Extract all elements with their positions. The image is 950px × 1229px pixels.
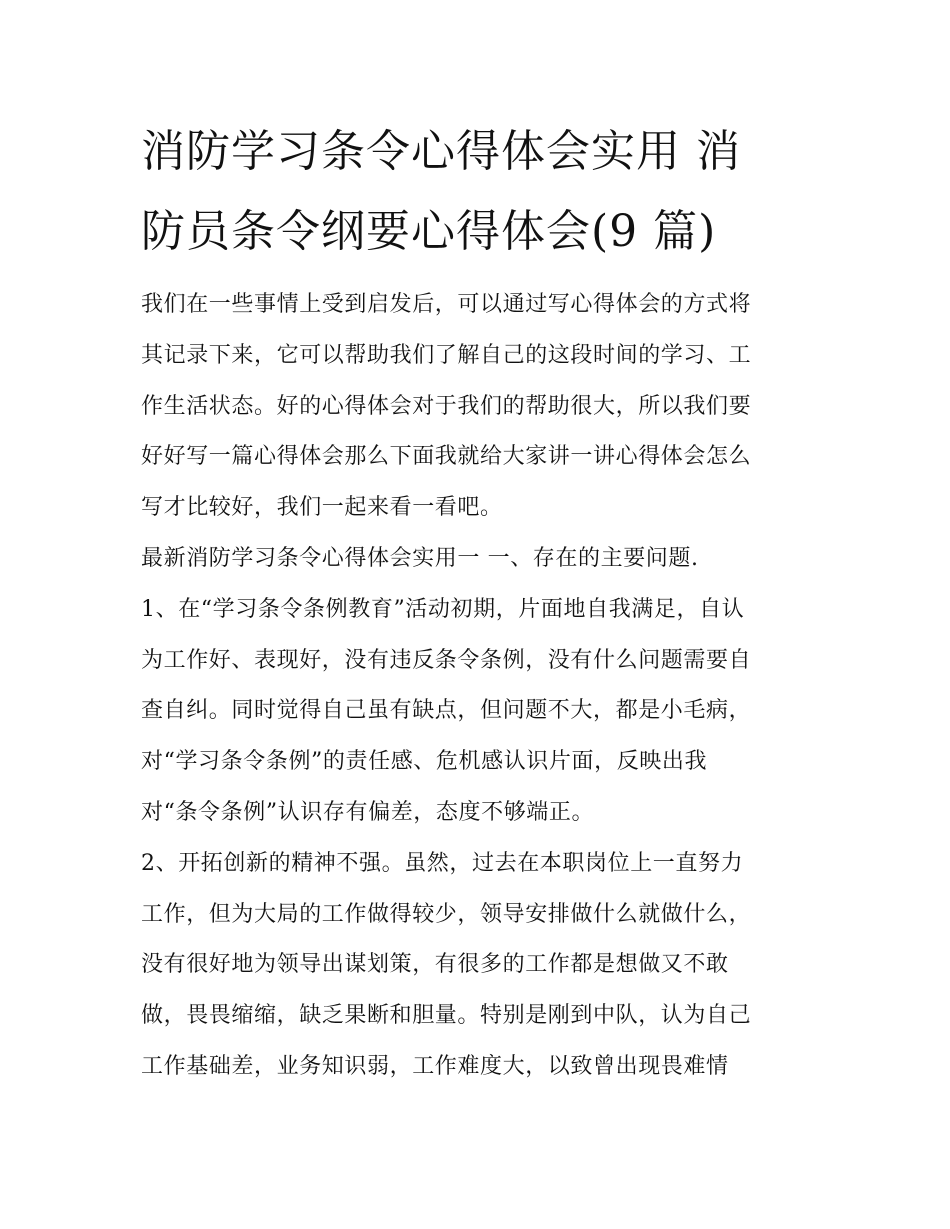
text-line: 没有很好地为领导出谋划策，有很多的工作都是想做又不敢 bbox=[141, 952, 729, 978]
text-line: 最新消防学习条令心得体会实用一 一、存在的主要问题. bbox=[141, 545, 699, 571]
text-line: 1、在“学习条令条例教育”活动初期，片面地自我满足，自认 bbox=[141, 596, 745, 622]
text-line: 其记录下来，它可以帮助我们了解自己的这段时间的学习、工 bbox=[141, 342, 752, 368]
title-line: 防员条令纲要心得体会(9 篇) bbox=[141, 206, 717, 257]
text-line: 为工作好、表现好，没有违反条令条例，没有什么问题需要自 bbox=[141, 647, 752, 673]
text-line: 2、开拓创新的精神不强。虽然，过去在本职岗位上一直努力 bbox=[141, 850, 744, 876]
document-body bbox=[141, 280, 813, 1093]
text-line: 作生活状态。好的心得体会对于我们的帮助很大，所以我们要 bbox=[141, 393, 752, 419]
title-line: 消防学习条令心得体会实用 消 bbox=[141, 126, 741, 177]
text-line: 工作基础差，业务知识弱，工作难度大，以致曾出现畏难情 bbox=[141, 1053, 729, 1079]
text-line: 好好写一篇心得体会那么下面我就给大家讲一讲心得体会怎么 bbox=[141, 444, 752, 470]
document-title bbox=[141, 112, 813, 272]
text-line: 对“条令条例”认识存有偏差，态度不够端正。 bbox=[141, 799, 595, 825]
point-1-paragraph bbox=[141, 585, 813, 839]
intro-paragraph bbox=[141, 280, 813, 534]
text-line: 做，畏畏缩缩，缺乏果断和胆量。特别是刚到中队，认为自己 bbox=[141, 1003, 752, 1029]
text-line: 写才比较好，我们一起来看一看吧。 bbox=[141, 495, 503, 521]
document-page bbox=[141, 112, 813, 1093]
text-line: 查自纠。同时觉得自己虽有缺点，但问题不大，都是小毛病， bbox=[141, 698, 752, 724]
text-line: 工作，但为大局的工作做得较少，领导安排做什么就做什么， bbox=[141, 901, 752, 927]
section-heading-paragraph bbox=[141, 534, 813, 585]
point-2-paragraph bbox=[141, 839, 813, 1093]
text-line: 对“学习条令条例”的责任感、危机感认识片面，反映出我 bbox=[141, 749, 708, 775]
text-line: 我们在一些事情上受到启发后，可以通过写心得体会的方式将 bbox=[141, 292, 752, 317]
